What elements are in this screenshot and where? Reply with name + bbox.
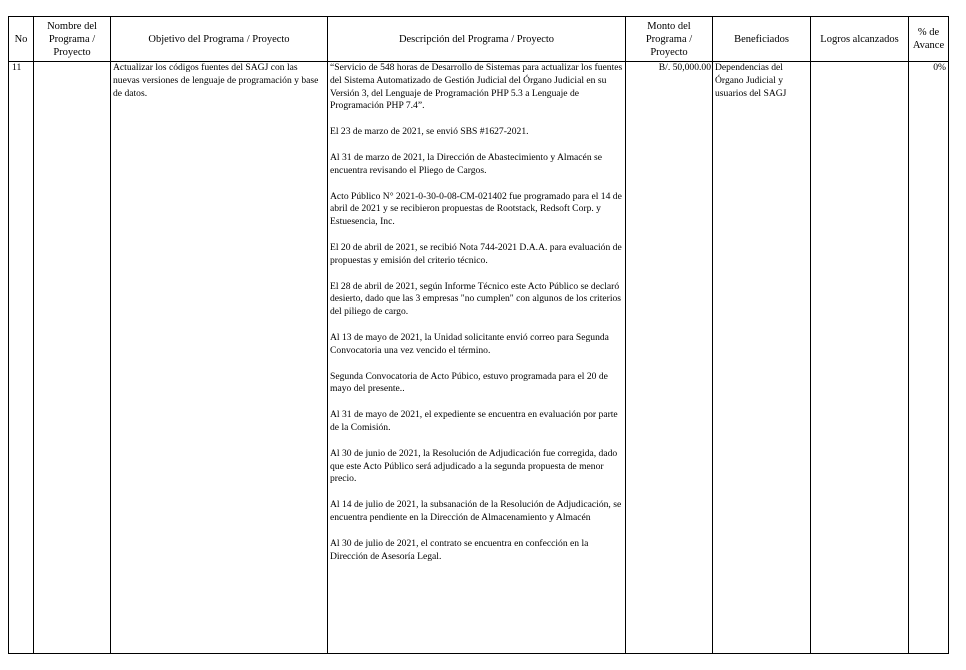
header-avance: % de Avance <box>909 17 949 62</box>
header-nombre: Nombre del Programa / Proyecto <box>34 17 111 62</box>
header-monto: Monto del Programa / Proyecto <box>626 17 713 62</box>
description-paragraph: Al 31 de marzo de 2021, la Dirección de Abastecimiento y Almacén se encuentra revisando el Pliego de Cargos. <box>330 151 603 176</box>
description-paragraph: Al 14 de julio de 2021, la subsanación de la Resolución de Adjudicación, se encuentra pendiente en la Dirección de Almacenamiento y Almacén <box>330 499 622 523</box>
header-beneficiados: Beneficiados <box>713 17 811 62</box>
row-nombre <box>34 62 111 654</box>
row-beneficiados: Dependencias del Órgano Judicial y usuarios del SAGJ <box>713 62 811 654</box>
header-descripcion: Descripción del Programa / Proyecto <box>328 17 626 62</box>
header-objetivo: Objetivo del Programa / Proyecto <box>111 17 328 62</box>
description-paragraph: Al 31 de mayo de 2021, el expediente se encuentra en evaluación por parte de la Comisión. <box>330 409 618 433</box>
description-paragraph: Al 30 de julio de 2021, el contrato se encuentra en confección en la Dirección de Asesoría Legal. <box>330 537 589 562</box>
description-paragraph: “Servicio de 548 horas de Desarrollo de Sistemas para actualizar los fuentes del Sistema Automatizado de Gestión Judicial del Órgano Judicial en su Versión 3, del Lenguaje de Programación PHP 5.3 a Lenguaje de Programación PHP 7.4”. <box>330 62 623 112</box>
header-logros: Logros alcanzados <box>811 17 909 62</box>
header-no: No <box>9 17 34 62</box>
header-row <box>9 17 949 62</box>
row-objetivo: Actualizar los códigos fuentes del SAGJ con las nuevas versiones de lenguaje de programación y base de datos. <box>111 62 328 654</box>
description-paragraph: Segunda Convocatoria de Acto Púbico, estuvo programada para el 20 de mayo del presente.. <box>330 370 608 395</box>
description-paragraph: Acto Público N° 2021-0-30-0-08-CM-021402 fue programado para el 14 de abril de 2021 y se recibieron propuestas de Rootstack, Redsoft Corp. y Estuesencia, Inc. <box>330 190 622 228</box>
program-table <box>8 16 949 654</box>
document-page <box>8 16 949 654</box>
row-number: 11 <box>9 62 34 654</box>
description-paragraph: El 23 de marzo de 2021, se envió SBS #1627-2021. <box>330 126 529 138</box>
description-paragraph: El 28 de abril de 2021, según Informe Técnico este Acto Público se declaró desierto, dado que las 3 empresas "no cumplen" con algunos de los criterios del piliego de cargo. <box>330 280 622 318</box>
row-descripcion <box>328 62 626 654</box>
description-paragraph: El 20 de abril de 2021, se recibió Nota 744-2021 D.A.A. para evaluación de propuestas y emisión del criterio técnico. <box>330 241 622 266</box>
row-monto: B/. 50,000.00 <box>626 62 713 654</box>
description-paragraph: Al 30 de junio de 2021, la Resolución de Adjudicación fue corregida, dado que este Acto Público será adjudicado a la segunda propuesta de menor precio. <box>330 447 618 485</box>
table-row <box>9 62 949 654</box>
description-paragraph: Al 13 de mayo de 2021, la Unidad solicitante envió correo para Segunda Convocatoria una vez vencido el término. <box>330 331 609 356</box>
row-avance: 0% <box>909 62 949 654</box>
row-logros <box>811 62 909 654</box>
